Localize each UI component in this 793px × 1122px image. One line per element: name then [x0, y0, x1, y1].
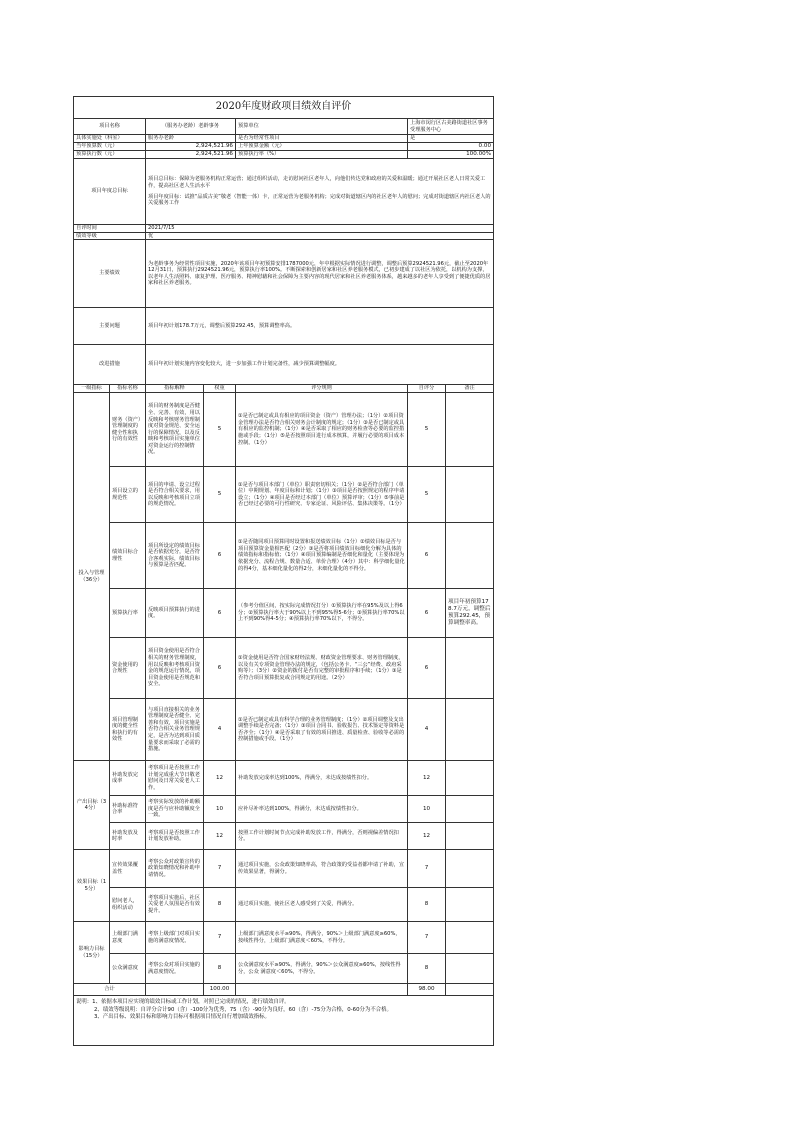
page-title: 2020年度财政项目绩效自评价	[74, 97, 494, 119]
indicator-explain: 考察项目实施后，社区关爱老人氛围是否有效提升。	[146, 888, 204, 922]
header-level2: 指标名称	[110, 385, 146, 393]
indicator-score: 7	[408, 850, 446, 888]
budget-unit: 上海市闵行区古美路街道社区事务受理服务中心	[408, 119, 494, 135]
indicator-name: 财务（资产）管理制度的健全性和执行的有效性	[110, 393, 146, 467]
indicator-name: 慰问老人，组织活动	[110, 888, 146, 922]
issues-row	[74, 308, 494, 345]
indicator-remark	[446, 850, 494, 888]
budget-row	[74, 142, 494, 150]
goal-label: 项目年度总目标	[74, 159, 146, 225]
goal-annual-text: 项目年度目标：试推“品质古美”敬老（智能一体）卡，正常运营为老服务机构；完成对街道辖区内的社区老年人的慰问；完成对街道辖区内社区老人的关爱服务工作	[148, 193, 491, 207]
indicator-header-row	[74, 385, 494, 393]
indicator-score: 6	[408, 523, 446, 589]
indicator-score: 7	[408, 922, 446, 954]
exec-rate-value: 100.00%	[408, 150, 494, 158]
table-row	[74, 523, 494, 589]
indicator-name: 预算执行率	[110, 589, 146, 638]
goal-row	[74, 159, 494, 225]
evaluation-sheet	[73, 96, 493, 1046]
executed-value: 2,924,521.96	[146, 150, 236, 158]
indicator-rule: （参考分值区间，按实际完成情况打分）①预算执行率在95%及以上得6分；②预算执行率大于90%以上不到95%得5-6分；③预算执行率70%以上不到90%得4-5分；④预算执行率70%以下，不得分。	[236, 589, 408, 638]
dept-value: 服务办老龄	[146, 135, 236, 143]
executed-label: 预算执行数（元）	[74, 150, 146, 158]
indicator-rule: 公众满意度水平≥90%，得满分，90%＞公众满意度≥60%，按线性得分，公众 满意度＜60%，不得分。	[236, 954, 408, 984]
dept-label: 具体实施处（科室）	[74, 135, 146, 143]
group-label: 效果目标（15分）	[74, 850, 110, 922]
goal-text	[146, 159, 494, 225]
indicator-name: 宣传效果覆盖性	[110, 850, 146, 888]
indicator-score: 8	[408, 954, 446, 984]
issues-text: 项目年初计划178.7万元，调整后预算292.45，预算调整率高。	[146, 308, 494, 345]
indicator-weight: 6	[204, 638, 236, 699]
indicator-explain: 考察项目是否按照工作计划完成重大节日敬老慰问及日常关爱老人工作。	[146, 761, 204, 796]
table-row	[74, 796, 494, 823]
indicator-name: 补助标准符合率	[110, 796, 146, 823]
executed-row	[74, 150, 494, 158]
measures-label: 改进措施	[74, 345, 146, 385]
indicator-weight: 12	[204, 761, 236, 796]
table-row	[74, 922, 494, 954]
table-row	[74, 850, 494, 888]
total-empty-cell	[446, 984, 494, 996]
indicator-weight: 8	[204, 888, 236, 922]
indicator-score: 5	[408, 467, 446, 523]
project-name-row	[74, 119, 494, 135]
indicator-explain: 考察上级部门对项目实施的满意度情况。	[146, 922, 204, 954]
header-explain: 指标解释	[146, 385, 204, 393]
indicator-explain: 考察实际发放的补助额度是否与应补助额度全一致。	[146, 796, 204, 823]
header-score: 自评分	[408, 385, 446, 393]
performance-label: 主要绩效	[74, 240, 146, 308]
indicator-score: 12	[408, 761, 446, 796]
table-row	[74, 888, 494, 922]
indicator-weight: 10	[204, 796, 236, 823]
indicator-remark	[446, 954, 494, 984]
notes	[74, 996, 494, 1046]
indicator-weight: 5	[204, 467, 236, 523]
indicator-score: 10	[408, 796, 446, 823]
indicator-weight: 6	[204, 523, 236, 589]
indicator-rule: 补助发放完成率达到100%，得满分，未达成按绩性扣分。	[236, 761, 408, 796]
indicator-score: 12	[408, 823, 446, 850]
group-label: 产出目标（34分）	[74, 761, 110, 850]
title-row	[74, 97, 494, 119]
indicator-rule: ①是否已制定或具有相应的项目资金（资产）管理办法；（1分）②项目资金管理办法是否符合相关财务会计制度的规定；（1分）③是否已制定或具有相应的监控机制；（1分）④是否采取了相应的财务检查等必要的监控措施或手段；（1分）⑤是否按照项目进行成本核算，并履行必要的项目成本控制。（1分）	[236, 393, 408, 467]
indicator-explain: 项目所设定的绩效目标是否依据充分，是否符合客观实际，绩效目标与预算是否匹配。	[146, 523, 204, 589]
indicator-rule: 通过项目实施，使社区老人感受到了关爱，得满分。	[236, 888, 408, 922]
indicator-name: 项目管理制度的健全性和执行的有效性	[110, 699, 146, 761]
indicator-explain: 反映项目预算执行的进度。	[146, 589, 204, 638]
indicator-explain: 考察公众对政策宣传的政策知晓情况和补助申请情况。	[146, 850, 204, 888]
indicator-remark	[446, 922, 494, 954]
table-row	[74, 467, 494, 523]
indicator-weight: 5	[204, 393, 236, 467]
grade-row	[74, 232, 494, 240]
notes-row	[74, 996, 494, 1046]
current-budget-label: 当年预算数（元）	[74, 142, 146, 150]
recurring-label: 是否为经常性项目	[236, 135, 408, 143]
group-label: 影响力目标（15分）	[74, 922, 110, 984]
indicator-rule: ①资金使用是否符合国家财经法规、财政资金管理要求、财务管理制度，以及有关专项资金管理办法的规定，（包括公务卡、“三公”经费、政府采购等）；（3分）②资金的拨付是否有完整的审批程序和手续；（1分）③是否符合项目预算批复或合同规定的用途。（2分）	[236, 638, 408, 699]
indicator-explain: 考察公众对项目实施的满意度情况。	[146, 954, 204, 984]
indicator-weight: 8	[204, 954, 236, 984]
header-level1: 一级指标	[74, 385, 110, 393]
measures-text: 项目年初计划实施内容变化较大，进一步加强工作计划完备性，减少预算调整幅度。	[146, 345, 494, 385]
indicator-rule: ①是否随同项目预算同时设置和报送绩效目标（1分）②绩效目标是否与项目预算资金量相匹配（2分）③是否将项目绩效目标细化分解为具体的绩效指标和指标值；（1分）④项目预算编制是否细化和量化（主要体现为依据充分、流程合规、数量合适、单价合理）（4分）其中：科学细化量化的得4分，基本细化量化的得2分，未细化量化的不得分。	[236, 523, 408, 589]
indicator-remark	[446, 467, 494, 523]
current-budget-value: 2,924,521.96	[146, 142, 236, 150]
indicator-remark	[446, 699, 494, 761]
total-label: 合计	[74, 984, 146, 996]
indicator-remark	[446, 888, 494, 922]
table-row	[74, 823, 494, 850]
note-line: 3、产出目标、效果目标和影响力目标可根据项目情况自行增加绩效指标。	[94, 1014, 270, 1020]
header-weight: 权重	[204, 385, 236, 393]
last-budget-label: 上年预算金额（元）	[236, 142, 408, 150]
table-row	[74, 393, 494, 467]
indicator-score: 8	[408, 888, 446, 922]
recurring-value: 是	[408, 135, 494, 143]
indicator-rule: 应补尽补率达到100%，得满分，未达成按绩性扣分。	[236, 796, 408, 823]
indicator-rule: 按照工作计划时间节点完成补助发放工作，得满分，否则视偏差情况扣分。	[236, 823, 408, 850]
indicator-remark	[446, 823, 494, 850]
indicator-weight: 12	[204, 823, 236, 850]
indicator-explain: 项目的申请、设立过程是否符合相关要求，用以反映和考核项目立项的规范情况。	[146, 467, 204, 523]
indicator-name: 公众满意度	[110, 954, 146, 984]
note-line: 说明：1、依据本项目应实现的绩效目标或工作计划，对照已完成的情况，进行绩效自评。	[76, 999, 290, 1006]
header-rule: 评分规则	[236, 385, 408, 393]
table-row	[74, 589, 494, 638]
indicator-explain: 项目的财务制度是否健全、完善、有效，用以反映和考核财务管理制度对资金规范、安全运行的保障情况，以及反映和考核项目实施单位对资金运行的控制情况。	[146, 393, 204, 467]
goal-total-text: 项目总目标：保障为老服务机构正常运营；通过组织活动，走访慰问社区老年人，向他们传达党和政府的关爱和温暖；通过开展社区老人日常关爱工作，提高社区老人生活水平	[148, 176, 486, 189]
indicator-rule: 通过项目实施，公众政策知晓率高，符合政策的受益者都申请了补助，宣传效果显著，得满分。	[236, 850, 408, 888]
evaluation-table	[73, 96, 494, 1046]
indicator-weight: 4	[204, 699, 236, 761]
indicator-name: 补助发放及时率	[110, 823, 146, 850]
indicator-remark	[446, 796, 494, 823]
note-line: 2、绩效等级说明：自评分合计90（含）-100分为优秀，75（含）-90分为良好，60（含）-75分为合格，0-60分为不合格。	[94, 1006, 392, 1013]
performance-row	[74, 240, 494, 308]
self-eval-time: 2021/7/15	[146, 225, 494, 233]
exec-rate-label: 预算执行率（%）	[236, 150, 408, 158]
issues-label: 主要问题	[74, 308, 146, 345]
indicator-name: 项目设立的规范性	[110, 467, 146, 523]
project-name-label: 项目名称	[74, 119, 146, 135]
self-eval-time-row	[74, 225, 494, 233]
header-remark: 备注	[446, 385, 494, 393]
indicator-remark	[446, 761, 494, 796]
indicator-explain: 考察项目是否按照工作计划发放补助。	[146, 823, 204, 850]
performance-text: 为老龄事务为经常性项目实施，2020年该项目年初预算安排1787000元，年中根据实际情况进行调整，调整后预算2924521.96元，截止至2020年12月31日，预算执行2924521.96元，预算执行率100%。不断探索和创新居家和社区养老服务模式，已初步建成了以社区为依托，以机构为支撑，以老年人生活照料、康复护理、医疗服务、精神慰藉和社会保障为主要内容的现代居家和社区养老服务体系，越来越多的老年人享受到了便捷优质的居家和社区养老服务。	[146, 240, 494, 308]
total-score: 98.00	[408, 984, 446, 996]
indicator-score: 6	[408, 638, 446, 699]
indicator-weight: 7	[204, 850, 236, 888]
indicator-explain: 与项目直接相关的业务管理制度是否健全、完善和有效，项目实施是否符合相关业务管理规定，是否为达到项目质量要求而采取了必需的措施。	[146, 699, 204, 761]
budget-unit-label: 预算单位	[236, 119, 408, 135]
indicator-rule: ①是否已制定或具有科学合理的业务管理制度；（1分）②项目调整及支出调整手续是否完备；（1分）③项目合同书、验收报告、技术鉴定等资料是否齐全；（1分）④是否采取了有效的项目推进、质量检查、验收等必需的控制措施或手段。（1分）	[236, 699, 408, 761]
total-weight: 100.00	[204, 984, 236, 996]
indicator-rule: ①是否与项目本部门（单位）职责密切相关；（1分）②是否符合部门（单位）中期规划、年度目标和计划；（1分）③项目是否按照规定的程序申请设立；（1分）④项目是否经过本部门（单位）预算评审；（1分）⑤事前是否已经过必要的可行性研究、专家论证、风险评估、集体决策等。（1分）	[236, 467, 408, 523]
indicator-score: 6	[408, 589, 446, 638]
indicator-remark	[446, 523, 494, 589]
table-row	[74, 761, 494, 796]
indicator-explain: 项目资金使用是否符合相关的财务管理制度，用以反映和考核项目资金的规范运行情况，项目资金使用是否规范和安全。	[146, 638, 204, 699]
project-name: （服务办老龄）老龄事务	[146, 119, 236, 135]
self-eval-time-label: 自评时间	[74, 225, 146, 233]
total-empty-cell	[146, 984, 204, 996]
indicator-weight: 7	[204, 922, 236, 954]
last-budget-value: 0.00	[408, 142, 494, 150]
grade-label: 绩效等级	[74, 232, 146, 240]
dept-row	[74, 135, 494, 143]
indicator-name: 资金使用的合规性	[110, 638, 146, 699]
indicator-name: 上级部门满意度	[110, 922, 146, 954]
indicator-remark: 项目年初预算178.7万元，调整后预算292.45，预算调整率高。	[446, 589, 494, 638]
table-row	[74, 954, 494, 984]
indicator-score: 5	[408, 393, 446, 467]
indicator-rule: 上级部门满意度水平≥90%，得满分，90%＞上级部门满意度≥60%，按线性得分，上级部门满意度＜60%，不得分。	[236, 922, 408, 954]
table-row	[74, 638, 494, 699]
indicator-weight: 6	[204, 589, 236, 638]
total-empty-cell	[236, 984, 408, 996]
indicator-name: 绩效目标合理性	[110, 523, 146, 589]
indicator-name: 补助发放完成率	[110, 761, 146, 796]
total-row	[74, 984, 494, 996]
indicator-score: 4	[408, 699, 446, 761]
group-label: 投入与管理（36分）	[74, 393, 110, 761]
indicator-remark	[446, 638, 494, 699]
grade-value: 优	[146, 232, 494, 240]
table-row	[74, 699, 494, 761]
measures-row	[74, 345, 494, 385]
indicator-remark	[446, 393, 494, 467]
